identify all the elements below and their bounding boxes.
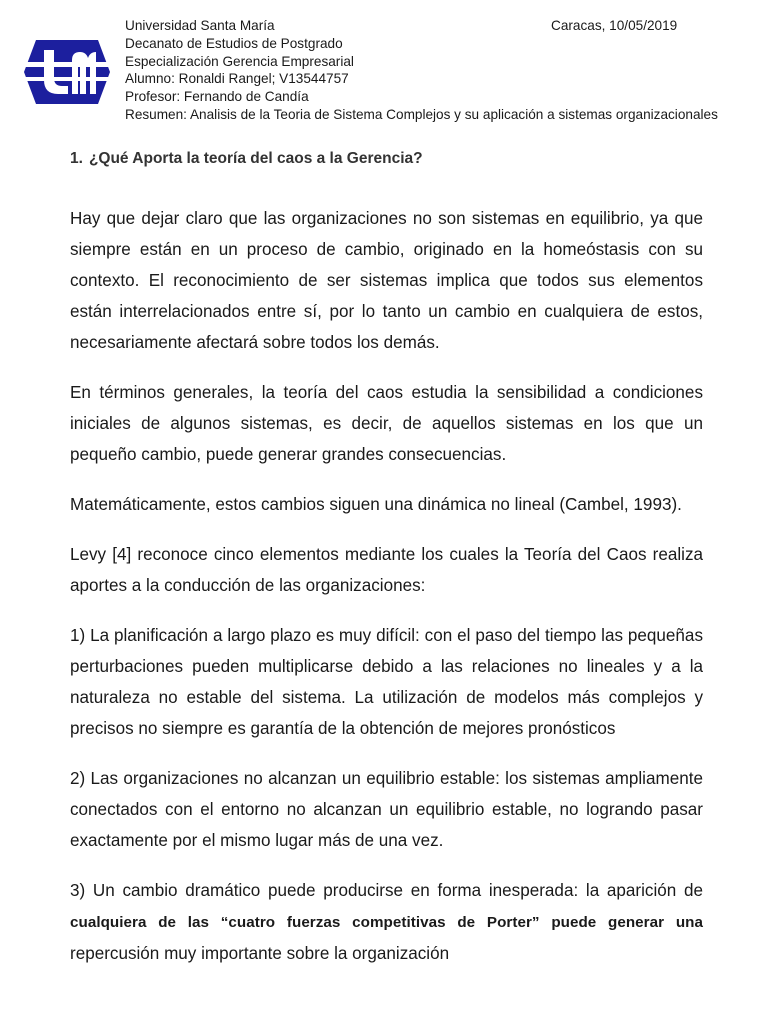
paragraph-1: Hay que dejar claro que las organizaciones no son sistemas en equilibrio, ya que siempre están en un proceso de cambio, originado en la homeóstasis con su contexto. El reconocimiento de ser sistemas implica que todos sus elementos están interrelacionados entre sí, por lo tanto un cambio en cualquiera de estos, necesariamente afectará sobre todos los demás.: [70, 209, 703, 352]
student-line: Alumno: Ronaldi Rangel; V13544757: [125, 71, 349, 87]
question-heading: [70, 150, 423, 168]
paragraph-4: Levy [4] reconoce cinco elementos mediante los cuales la Teoría del Caos realiza aportes a la conducción de las organizaciones:: [70, 545, 703, 595]
paragraph-3: Matemáticamente, estos cambios siguen una dinámica no lineal (Cambel, 1993).: [70, 495, 682, 514]
question-text: ¿Qué Aporta la teoría del caos a la Gerencia?: [88, 150, 423, 167]
paragraph-2: En términos generales, la teoría del caos estudia la sensibilidad a condiciones iniciales de algunos sistemas, es decir, de aquellos sistemas en los que un pequeño cambio, puede generar grandes consecuencias.: [70, 383, 703, 464]
deanery-name: Decanato de Estudios de Postgrado: [125, 35, 343, 51]
paragraph-6: 2) Las organizaciones no alcanzan un equilibrio estable: los sistemas ampliamente conectados con el entorno no alcanzan un equilibrio estable, no logrando pasar exactamente por el mismo lugar más de una vez.: [70, 769, 703, 850]
university-logo-icon: [24, 40, 110, 104]
specialization-name: Especialización Gerencia Empresarial: [125, 53, 354, 69]
paragraph-5: 1) La planificación a largo plazo es muy difícil: con el paso del tiempo las pequeñas perturbaciones pueden multiplicarse debido a las relaciones no lineales y a la naturaleza no estable del sistema. La utilización de modelos más complejos y precisos no siempre es garantía de la obtención de mejores pronósticos: [70, 626, 703, 738]
paragraph-7-start: 3) Un cambio dramático puede producirse en forma inesperada: la aparición de: [70, 881, 703, 900]
question-number: 1.: [70, 150, 83, 167]
summary-line: Resumen: Analisis de la Teoria de Sistema Complejos y su aplicación a sistemas organizacionales: [125, 106, 718, 122]
paragraph-7-end: repercusión muy importante sobre la organización: [70, 944, 450, 963]
university-name: Universidad Santa María: [125, 18, 275, 33]
paragraph-7: [70, 875, 703, 969]
document-body: [70, 203, 703, 988]
professor-line: Profesor: Fernando de Candía: [125, 89, 309, 105]
paragraph-7-bold: cualquiera de las “cuatro fuerzas competitivas de Porter” puede generar una: [70, 914, 703, 931]
place-date: Caracas, 10/05/2019: [551, 18, 678, 33]
